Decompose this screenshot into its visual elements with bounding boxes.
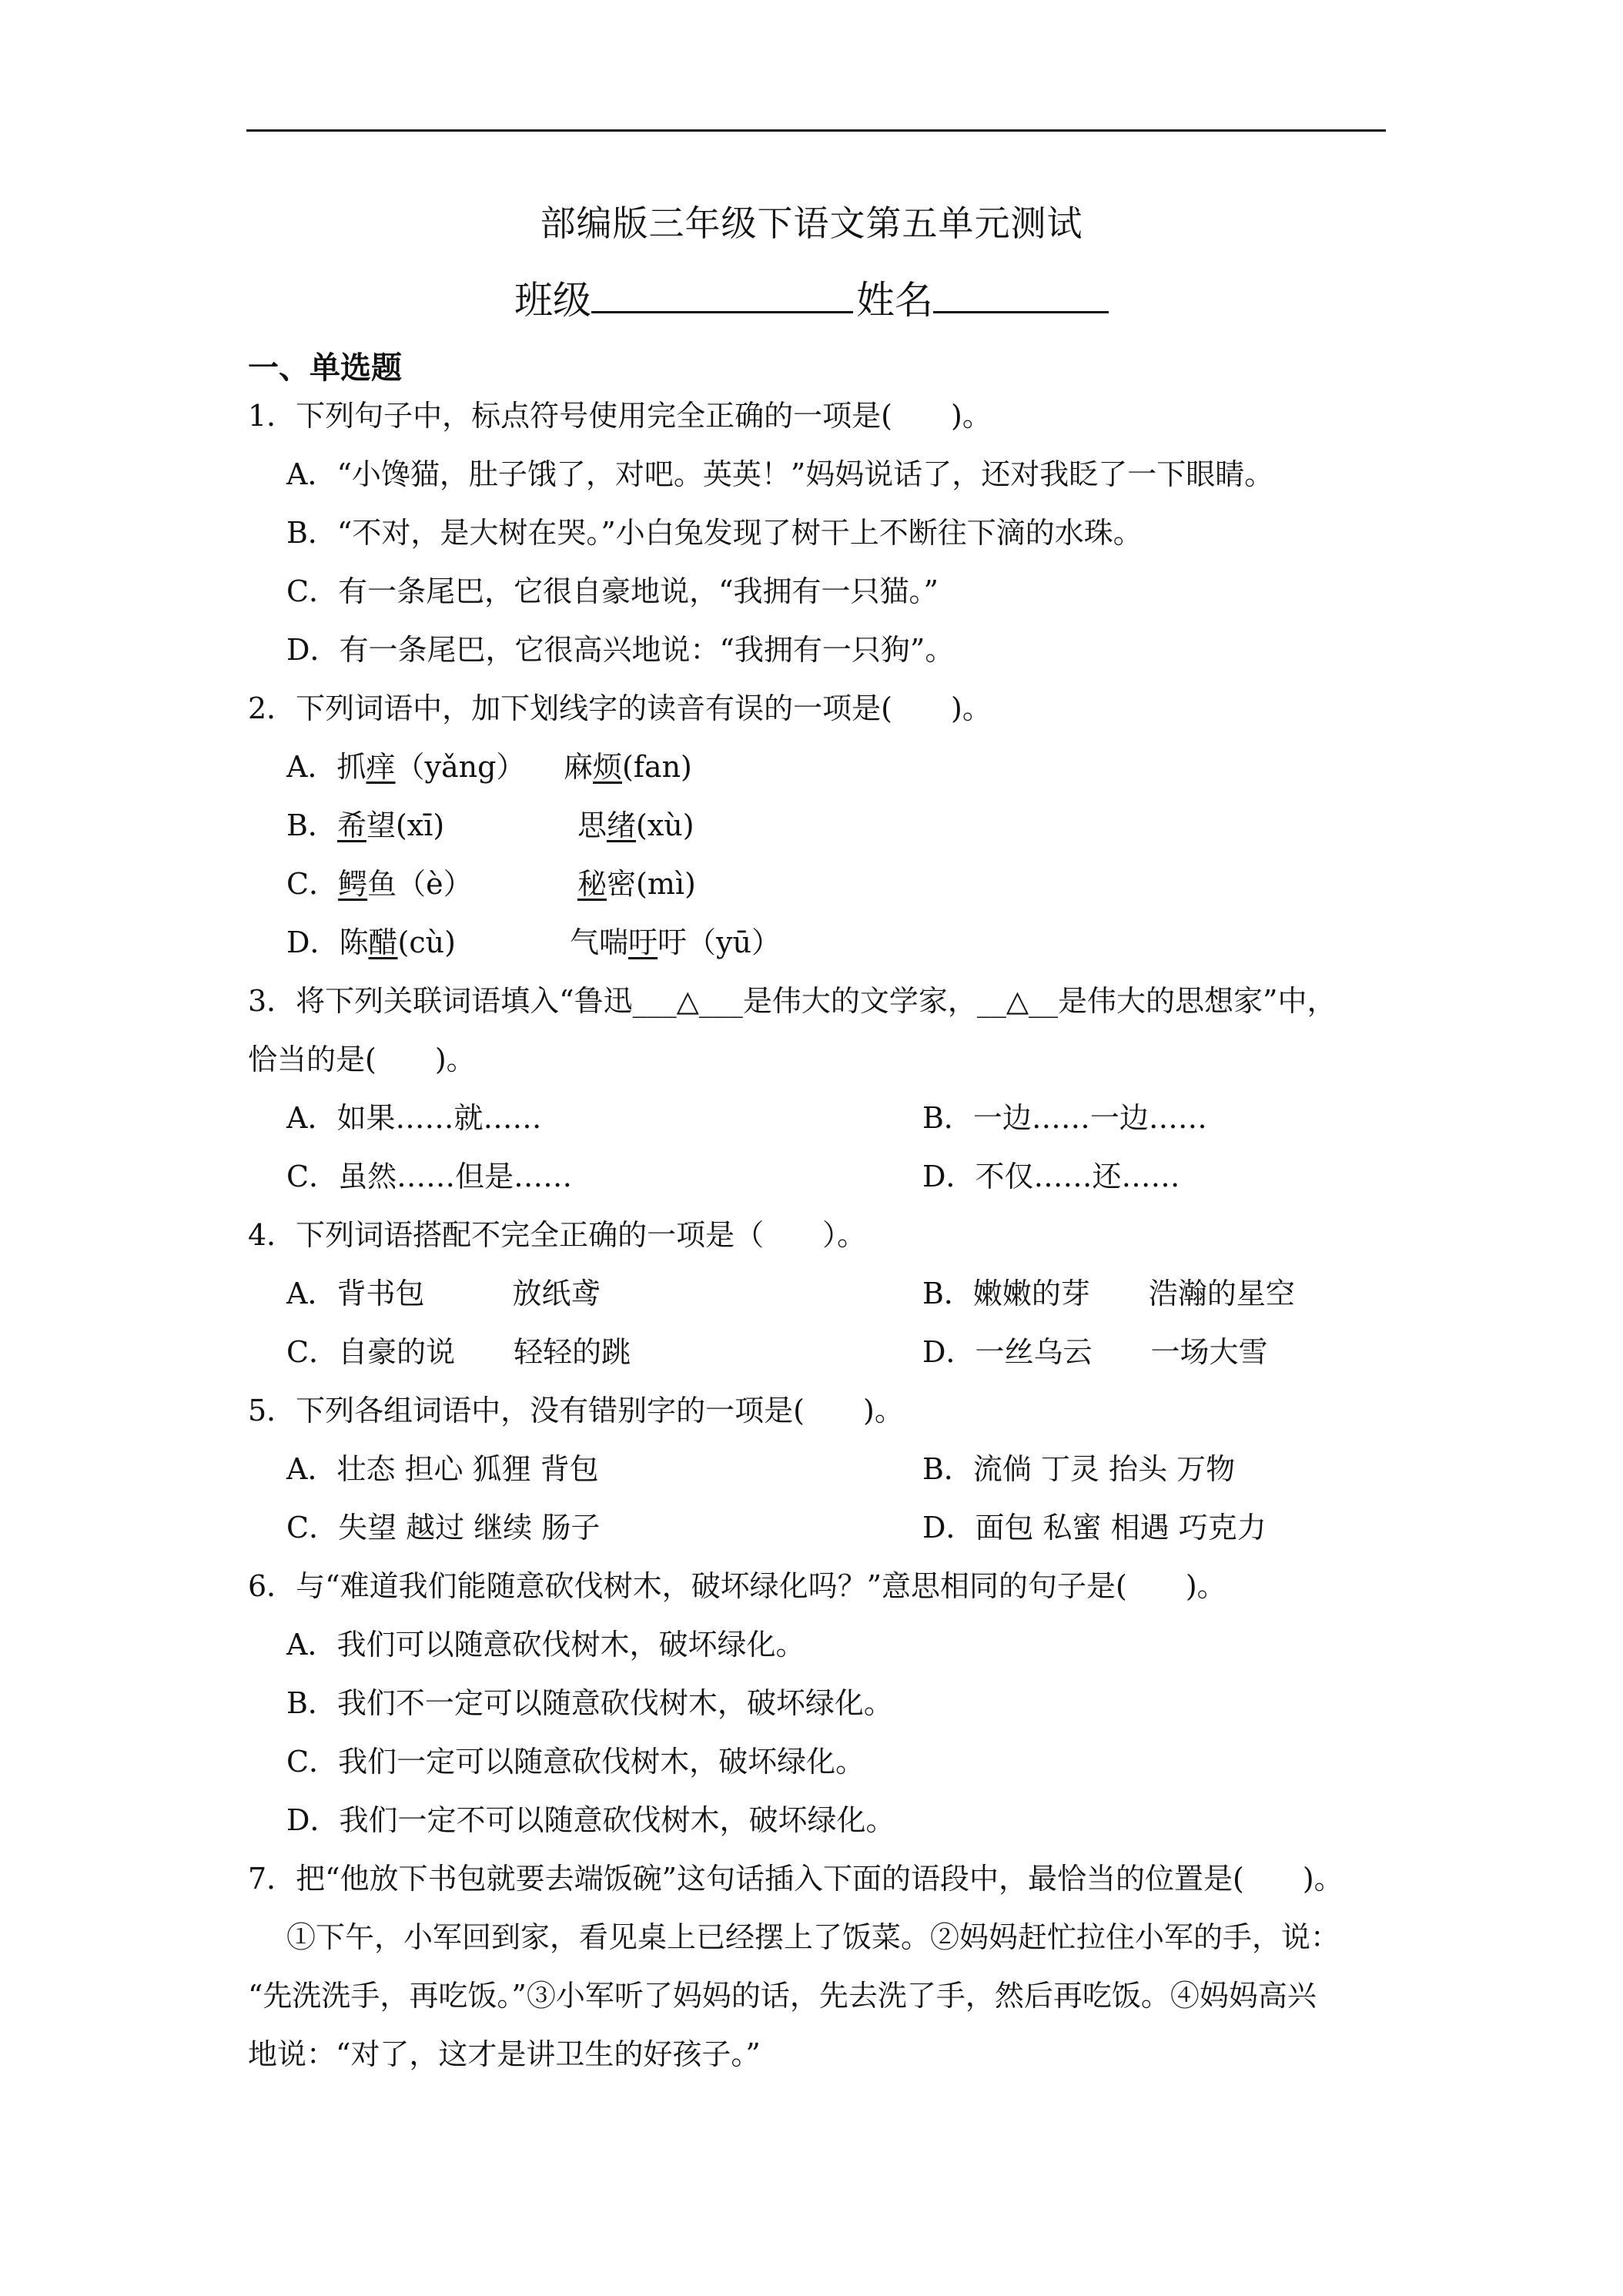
question-4-option-d[interactable]: D．一丝乌云 一场大雪	[922, 1335, 1268, 1369]
word-text: 气喘	[570, 925, 629, 959]
page-title: 部编版三年级下语文第五单元测试	[540, 202, 1083, 244]
word-text: 吁（yū）	[658, 925, 781, 959]
underlined-char: 痒	[366, 750, 396, 784]
question-1-stem: 1．下列句子中，标点符号使用完全正确的一项是( )。	[248, 399, 992, 433]
word-text: (cù)	[397, 925, 456, 959]
question-5-option-d[interactable]: D．面包 私蜜 相遇 巧克力	[922, 1511, 1267, 1545]
word-text: 陈	[339, 925, 369, 959]
underlined-char: 秘	[577, 867, 607, 901]
question-2-option-d-word-2	[570, 919, 781, 966]
question-2-option-c-word-2	[577, 861, 696, 907]
question-3-stem: 3．将下列关联词语填入“鲁迅___△___是伟大的文学家，__△__是伟大的思想家”中，	[248, 984, 1337, 1018]
underlined-char: 鳄	[338, 867, 368, 901]
name-label: 姓名	[856, 278, 933, 323]
question-4-option-b[interactable]: B．嫩嫩的芽 浩瀚的星空	[922, 1277, 1295, 1310]
question-3-option-b[interactable]: B．一边……一边……	[922, 1101, 1207, 1135]
word-text: 思	[577, 808, 607, 842]
student-info-line	[0, 271, 1623, 328]
question-7-stem: 7．把“他放下书包就要去端饭碗”这句话插入下面的语段中，最恰当的位置是( )。	[248, 1862, 1344, 1896]
question-2-option-a[interactable]	[286, 744, 525, 790]
underlined-char: 醋	[368, 925, 398, 959]
word-text: 密(mì)	[607, 867, 696, 901]
question-6-option-d[interactable]: D．我们一定不可以随意砍伐树木，破坏绿化。	[286, 1803, 895, 1837]
underlined-char: 烦	[593, 750, 623, 784]
question-2-option-d[interactable]	[286, 919, 456, 966]
question-7-passage-line-2: “先洗洗手，再吃饭。”③小军听了妈妈的话，先去洗了手，然后再吃饭。④妈妈高兴	[248, 1979, 1317, 2013]
question-4-stem: 4．下列词语搭配不完全正确的一项是（ ）。	[248, 1218, 867, 1252]
question-6-option-c[interactable]: C．我们一定可以随意砍伐树木，破坏绿化。	[286, 1745, 865, 1779]
word-text: （yǎng）	[395, 750, 526, 784]
question-7-passage-line-1: ①下午，小军回到家，看见桌上已经摆上了饭菜。②妈妈赶忙拉住小军的手，说：	[286, 1920, 1340, 1954]
question-5-stem: 5．下列各组词语中，没有错别字的一项是( )。	[248, 1394, 904, 1427]
question-6-option-b[interactable]: B．我们不一定可以随意砍伐树木，破坏绿化。	[286, 1686, 893, 1720]
underlined-char: 希	[336, 808, 366, 842]
question-5-option-a[interactable]: A．壮态 担心 狐狸 背包	[286, 1452, 599, 1486]
word-text: (xù)	[636, 808, 694, 842]
class-blank[interactable]	[591, 271, 853, 313]
question-1-option-a[interactable]: A．“小馋猫，肚子饿了，对吧。英英！”妈妈说话了，还对我眨了一下眼睛。	[286, 457, 1274, 491]
word-text: 望(xī)	[366, 808, 445, 842]
header-rule	[246, 129, 1386, 132]
word-text: 抓	[336, 750, 366, 784]
question-3-option-a[interactable]: A．如果……就……	[286, 1101, 542, 1135]
question-2-option-a-word-2	[564, 744, 692, 790]
question-1-option-d[interactable]: D．有一条尾巴，它很高兴地说：“我拥有一只狗”。	[286, 633, 955, 667]
question-5-option-b[interactable]: B．流倘 丁灵 抬头 万物	[922, 1452, 1236, 1486]
question-5-option-c[interactable]: C．失望 越过 继续 肠子	[286, 1511, 601, 1545]
underlined-char: 吁	[628, 925, 658, 959]
option-letter: D．	[286, 925, 340, 959]
question-3-stem-continued: 恰当的是( )。	[248, 1043, 476, 1076]
option-letter: B．	[286, 808, 337, 842]
word-text: 麻	[564, 750, 594, 784]
question-7-passage-line-3: 地说：“对了，这才是讲卫生的好孩子。”	[248, 2037, 761, 2071]
option-letter: C．	[286, 867, 339, 901]
underlined-char: 绪	[607, 808, 637, 842]
question-1-option-b[interactable]: B．“不对，是大树在哭。”小白兔发现了树干上不断往下滴的水珠。	[286, 516, 1143, 550]
section-title: 一、单选题	[248, 350, 402, 386]
option-letter: A．	[286, 750, 337, 784]
question-3-option-c[interactable]: C．虽然……但是……	[286, 1160, 573, 1193]
question-1-option-c[interactable]: C．有一条尾巴，它很自豪地说，“我拥有一只猫。”	[286, 574, 939, 608]
question-2-option-c[interactable]	[286, 861, 473, 907]
question-2-option-b[interactable]	[286, 802, 444, 848]
question-4-option-c[interactable]: C．自豪的说 轻轻的跳	[286, 1335, 631, 1369]
name-blank[interactable]	[933, 271, 1109, 313]
question-6-stem: 6．与“难道我们能随意砍伐树木，破坏绿化吗？”意思相同的句子是( )。	[248, 1569, 1226, 1603]
question-6-option-a[interactable]: A．我们可以随意砍伐树木，破坏绿化。	[286, 1628, 805, 1662]
question-3-option-d[interactable]: D．不仅……还……	[922, 1160, 1180, 1193]
question-4-option-a[interactable]: A．背书包 放纸鸢	[286, 1277, 601, 1310]
class-label: 班级	[514, 278, 591, 323]
question-2-stem: 2．下列词语中，加下划线字的读音有误的一项是( )。	[248, 691, 992, 725]
word-text: (fan)	[622, 750, 692, 784]
question-2-option-b-word-2	[577, 802, 694, 848]
word-text: 鱼（è）	[367, 867, 473, 901]
